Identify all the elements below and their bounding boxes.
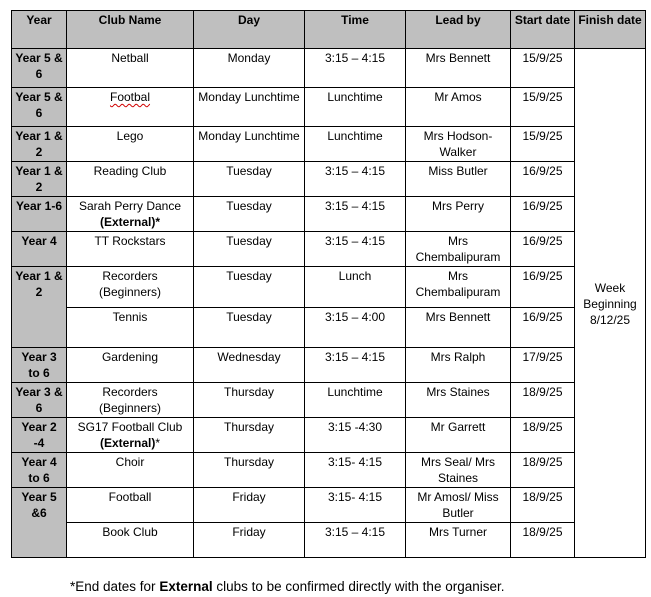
cell-club-name <box>67 88 194 127</box>
cell-club-name: Choir <box>67 453 194 488</box>
cell-lead-by: Mr Garrett <box>406 418 511 453</box>
cell-year: Year 5 & 6 <box>12 88 67 127</box>
table-row <box>12 418 646 453</box>
cell-time: Lunchtime <box>305 88 406 127</box>
cell-day: Tuesday <box>194 197 305 232</box>
cell-lead-by: Mrs Staines <box>406 383 511 418</box>
table-row <box>12 232 646 267</box>
cell-year: Year 1-6 <box>12 197 67 232</box>
cell-start-date: 16/9/25 <box>511 232 575 267</box>
cell-year: Year 2 -4 <box>12 418 67 453</box>
club-name-text: Sarah Perry Dance <box>78 199 182 213</box>
footnote-bold: External <box>159 579 213 594</box>
table-row <box>12 383 646 418</box>
header-lead-by: Lead by <box>406 11 511 49</box>
cell-lead-by: Mrs Perry <box>406 197 511 232</box>
cell-time: 3:15 – 4:00 <box>305 308 406 348</box>
cell-club-name: Recorders (Beginners) <box>67 267 194 308</box>
table-row <box>12 162 646 197</box>
cell-lead-by: Mrs Chembalipuram <box>406 267 511 308</box>
cell-day: Monday Lunchtime <box>194 88 305 127</box>
cell-day: Tuesday <box>194 162 305 197</box>
cell-club-name: Netball <box>67 49 194 88</box>
cell-day: Thursday <box>194 383 305 418</box>
cell-start-date: 15/9/25 <box>511 49 575 88</box>
cell-start-date: 18/9/25 <box>511 383 575 418</box>
cell-time: 3:15- 4:15 <box>305 488 406 523</box>
footnote-text: clubs to be confirmed directly with the organiser. <box>212 579 505 594</box>
cell-lead-by: Mrs Bennett <box>406 49 511 88</box>
cell-start-date: 16/9/25 <box>511 162 575 197</box>
cell-finish-date: Week Beginning 8/12/25 <box>575 49 646 558</box>
cell-time: 3:15- 4:15 <box>305 453 406 488</box>
external-label: (External) <box>99 436 156 450</box>
cell-club-name: Recorders (Beginners) <box>67 383 194 418</box>
table-row <box>12 453 646 488</box>
table-row <box>12 267 646 308</box>
cell-year: Year 5 & 6 <box>12 49 67 88</box>
cell-time: Lunch <box>305 267 406 308</box>
cell-day: Tuesday <box>194 308 305 348</box>
cell-time: Lunchtime <box>305 383 406 418</box>
cell-time: 3:15 – 4:15 <box>305 49 406 88</box>
cell-lead-by: Mrs Turner <box>406 523 511 558</box>
footnote-text: *End dates for <box>70 579 160 594</box>
cell-club-name: Reading Club <box>67 162 194 197</box>
table-row <box>12 88 646 127</box>
cell-day: Thursday <box>194 453 305 488</box>
footnote <box>70 578 505 596</box>
cell-year: Year 3 & 6 <box>12 383 67 418</box>
cell-time: Lunchtime <box>305 127 406 162</box>
cell-start-date: 16/9/25 <box>511 197 575 232</box>
cell-year: Year 5 &6 <box>12 488 67 558</box>
header-club-name: Club Name <box>67 11 194 49</box>
cell-time: 3:15 – 4:15 <box>305 162 406 197</box>
cell-time: 3:15 -4:30 <box>305 418 406 453</box>
cell-club-name: Lego <box>67 127 194 162</box>
cell-year: Year 3 to 6 <box>12 348 67 383</box>
cell-club-name: Tennis <box>67 308 194 348</box>
cell-day: Friday <box>194 488 305 523</box>
cell-year: Year 1 & 2 <box>12 127 67 162</box>
cell-lead-by: Mr Amosl/ Miss Butler <box>406 488 511 523</box>
cell-year: Year 1 & 2 <box>12 162 67 197</box>
cell-club-name <box>67 418 194 453</box>
cell-time: 3:15 – 4:15 <box>305 232 406 267</box>
table-row <box>12 49 646 88</box>
cell-start-date: 16/9/25 <box>511 308 575 348</box>
cell-start-date: 15/9/25 <box>511 127 575 162</box>
cell-start-date: 18/9/25 <box>511 488 575 523</box>
cell-club-name: TT Rockstars <box>67 232 194 267</box>
cell-lead-by: Mrs Chembalipuram <box>406 232 511 267</box>
cell-year: Year 1 & 2 <box>12 267 67 348</box>
cell-lead-by: Mrs Hodson-Walker <box>406 127 511 162</box>
table-row <box>12 523 646 558</box>
cell-start-date: 17/9/25 <box>511 348 575 383</box>
cell-start-date: 15/9/25 <box>511 88 575 127</box>
cell-club-name: Book Club <box>67 523 194 558</box>
cell-start-date: 18/9/25 <box>511 523 575 558</box>
cell-year: Year 4 <box>12 232 67 267</box>
table-row <box>12 197 646 232</box>
cell-day: Thursday <box>194 418 305 453</box>
table-row <box>12 308 646 348</box>
cell-day: Tuesday <box>194 232 305 267</box>
header-day: Day <box>194 11 305 49</box>
table-row <box>12 488 646 523</box>
cell-club-name: Gardening <box>67 348 194 383</box>
cell-time: 3:15 – 4:15 <box>305 523 406 558</box>
clubs-table <box>11 10 646 558</box>
header-start-date: Start date <box>511 11 575 49</box>
header-row <box>12 11 646 49</box>
cell-start-date: 18/9/25 <box>511 418 575 453</box>
cell-lead-by: Miss Butler <box>406 162 511 197</box>
table-row <box>12 127 646 162</box>
header-time: Time <box>305 11 406 49</box>
cell-lead-by: Mr Amos <box>406 88 511 127</box>
club-name-text: SG17 Football Club <box>77 420 183 434</box>
table-row <box>12 348 646 383</box>
cell-time: 3:15 – 4:15 <box>305 197 406 232</box>
cell-start-date: 18/9/25 <box>511 453 575 488</box>
cell-year: Year 4 to 6 <box>12 453 67 488</box>
club-name-text: Footbal <box>109 90 151 104</box>
cell-lead-by: Mrs Bennett <box>406 308 511 348</box>
cell-day: Monday <box>194 49 305 88</box>
cell-club-name: Football <box>67 488 194 523</box>
cell-lead-by: Mrs Seal/ Mrs Staines <box>406 453 511 488</box>
header-finish-date: Finish date <box>575 11 646 49</box>
header-year: Year <box>12 11 67 49</box>
external-label: (External)* <box>99 215 161 229</box>
cell-day: Tuesday <box>194 267 305 308</box>
cell-day: Friday <box>194 523 305 558</box>
cell-day: Monday Lunchtime <box>194 127 305 162</box>
asterisk: * <box>155 436 161 450</box>
cell-time: 3:15 – 4:15 <box>305 348 406 383</box>
cell-day: Wednesday <box>194 348 305 383</box>
cell-start-date: 16/9/25 <box>511 267 575 308</box>
cell-lead-by: Mrs Ralph <box>406 348 511 383</box>
cell-club-name <box>67 197 194 232</box>
